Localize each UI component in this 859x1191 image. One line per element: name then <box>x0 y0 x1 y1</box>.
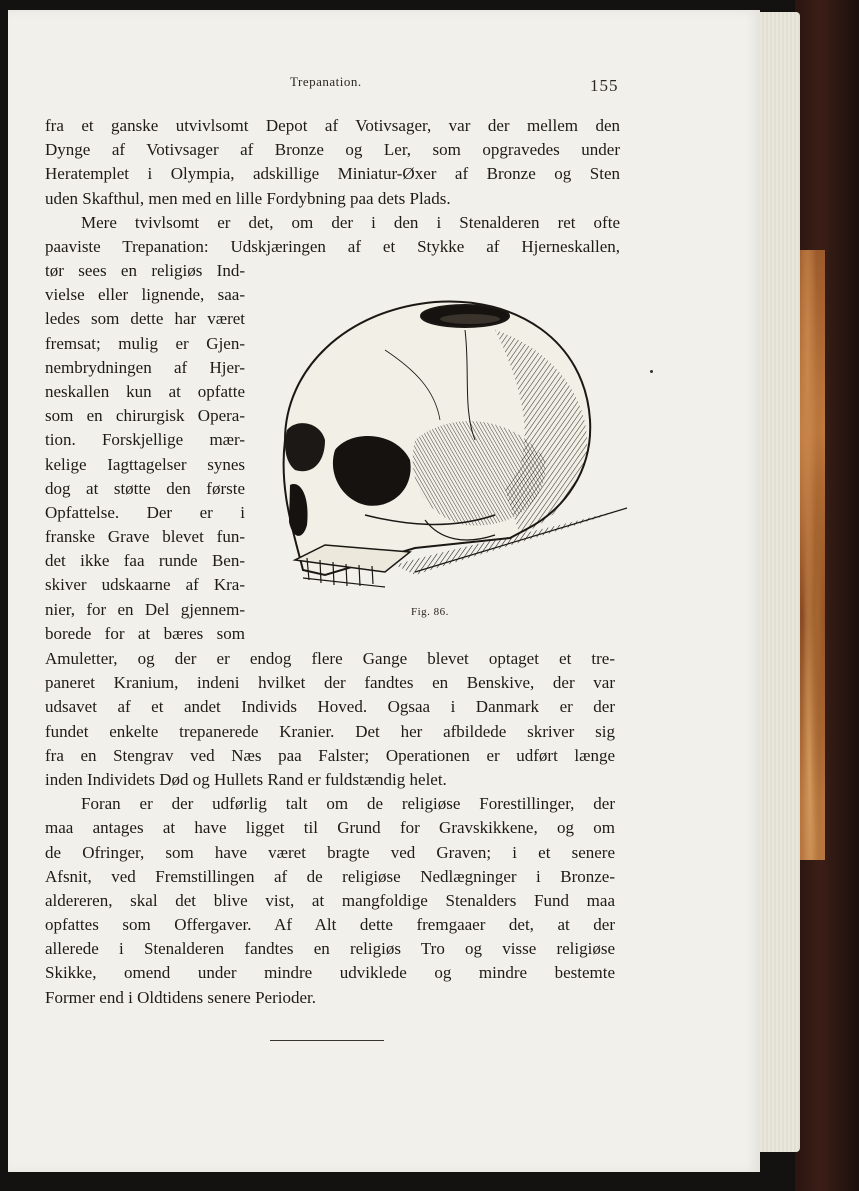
text-line: Opfattelse. Der er i <box>45 502 245 522</box>
text-line: Foran er der udførlig talt om de religiøse Forestillinger, der <box>81 794 615 814</box>
text-line: paaviste Trepanation: Udskjæringen af et Stykke af Hjerneskallen, <box>45 236 620 256</box>
trepanned-skull-illustration <box>265 290 630 590</box>
text-line: Dynge af Votivsager af Bronze og Ler, som opgravedes under <box>45 140 620 160</box>
text-line: allerede i Stenalderen fandtes en religiøs Tro og visse religiøse <box>45 939 615 959</box>
text-line: franske Grave blevet fun- <box>45 527 245 547</box>
paragraph-top <box>45 114 620 259</box>
text-line: det ikke faa runde Ben- <box>45 551 245 571</box>
text-line: maa antages at have ligget til Grund for Gravskikkene, og om <box>45 818 615 838</box>
text-line: borede for at bæres som <box>45 623 245 643</box>
text-line: fundet enkelte trepanerede Kranier. Det her afbildede skriver sig <box>45 721 615 741</box>
text-line: som en chirurgisk Opera- <box>45 406 245 426</box>
skull-figure <box>265 290 630 590</box>
text-line: udsavet af et andet Individs Hoved. Ogsaa i Danmark er der <box>45 697 615 717</box>
text-line: Heratemplet i Olympia, adskillige Miniatur-Øxer af Bronze og Sten <box>45 164 620 184</box>
text-line: Amuletter, og der er endog flere Gange blevet optaget et tre- <box>45 649 615 668</box>
text-line: de Ofringer, som have været bragte ved Graven; i et senere <box>45 842 615 862</box>
text-line: Afsnit, ved Fremstillingen af de religiøse Nedlægninger i Bronze- <box>45 866 615 886</box>
text-line: kelige Iagttagelser synes <box>45 454 245 474</box>
text-line: inden Individets Død og Hullets Rand er fuldstændig helet. <box>45 769 447 789</box>
section-divider <box>270 1040 384 1041</box>
text-line: opfattes som Offergaver. Af Alt dette fremgaaer det, at der <box>45 915 615 935</box>
text-line: skiver udskaarne af Kra- <box>45 575 245 595</box>
text-line: paneret Kranium, indeni hvilket der fandtes en Benskive, der var <box>45 673 615 693</box>
page-header <box>0 72 859 96</box>
figure-caption: Fig. 86. <box>411 606 449 618</box>
paragraph-side <box>45 259 245 646</box>
text-line: ledes som dette har været <box>45 309 245 329</box>
marbled-cover-edge <box>800 250 825 860</box>
text-line: fremsat; mulig er Gjen- <box>45 333 245 353</box>
running-head: Trepanation. <box>290 74 362 89</box>
text-line: Mere tvivlsomt er det, om der i den i Stenalderen ret ofte <box>81 212 620 232</box>
text-line: fra en Stengrav ved Næs paa Falster; Operationen er udført længe <box>45 745 615 765</box>
text-line: Skikke, omend under mindre udviklede og mindre bestemte <box>45 963 615 983</box>
text-line: tør sees en religiøs Ind- <box>45 261 245 280</box>
text-line: dog at støtte den første <box>45 478 245 498</box>
text-line: tion. Forskjellige mær- <box>45 430 245 450</box>
text-line: fra et ganske utvivlsomt Depot af Votivsager, var der mellem den <box>45 116 620 135</box>
text-line: aldereren, skal det blive vist, at mangfoldige Stenalders Fund maa <box>45 890 615 910</box>
text-line: vielse eller lignende, saa- <box>45 285 245 305</box>
page-number: 155 <box>590 76 619 95</box>
text-line: neskallen kun at opfatte <box>45 381 245 401</box>
paragraph-bottom <box>45 647 615 1010</box>
text-line: nembrydningen af Hjer- <box>45 357 245 377</box>
page-speck <box>650 370 653 373</box>
text-line: uden Skafthul, men med en lille Fordybning paa dets Plads. <box>45 188 451 208</box>
text-line: Former end i Oldtidens senere Perioder. <box>45 987 316 1007</box>
text-line: nier, for en Del gjennem- <box>45 599 245 619</box>
